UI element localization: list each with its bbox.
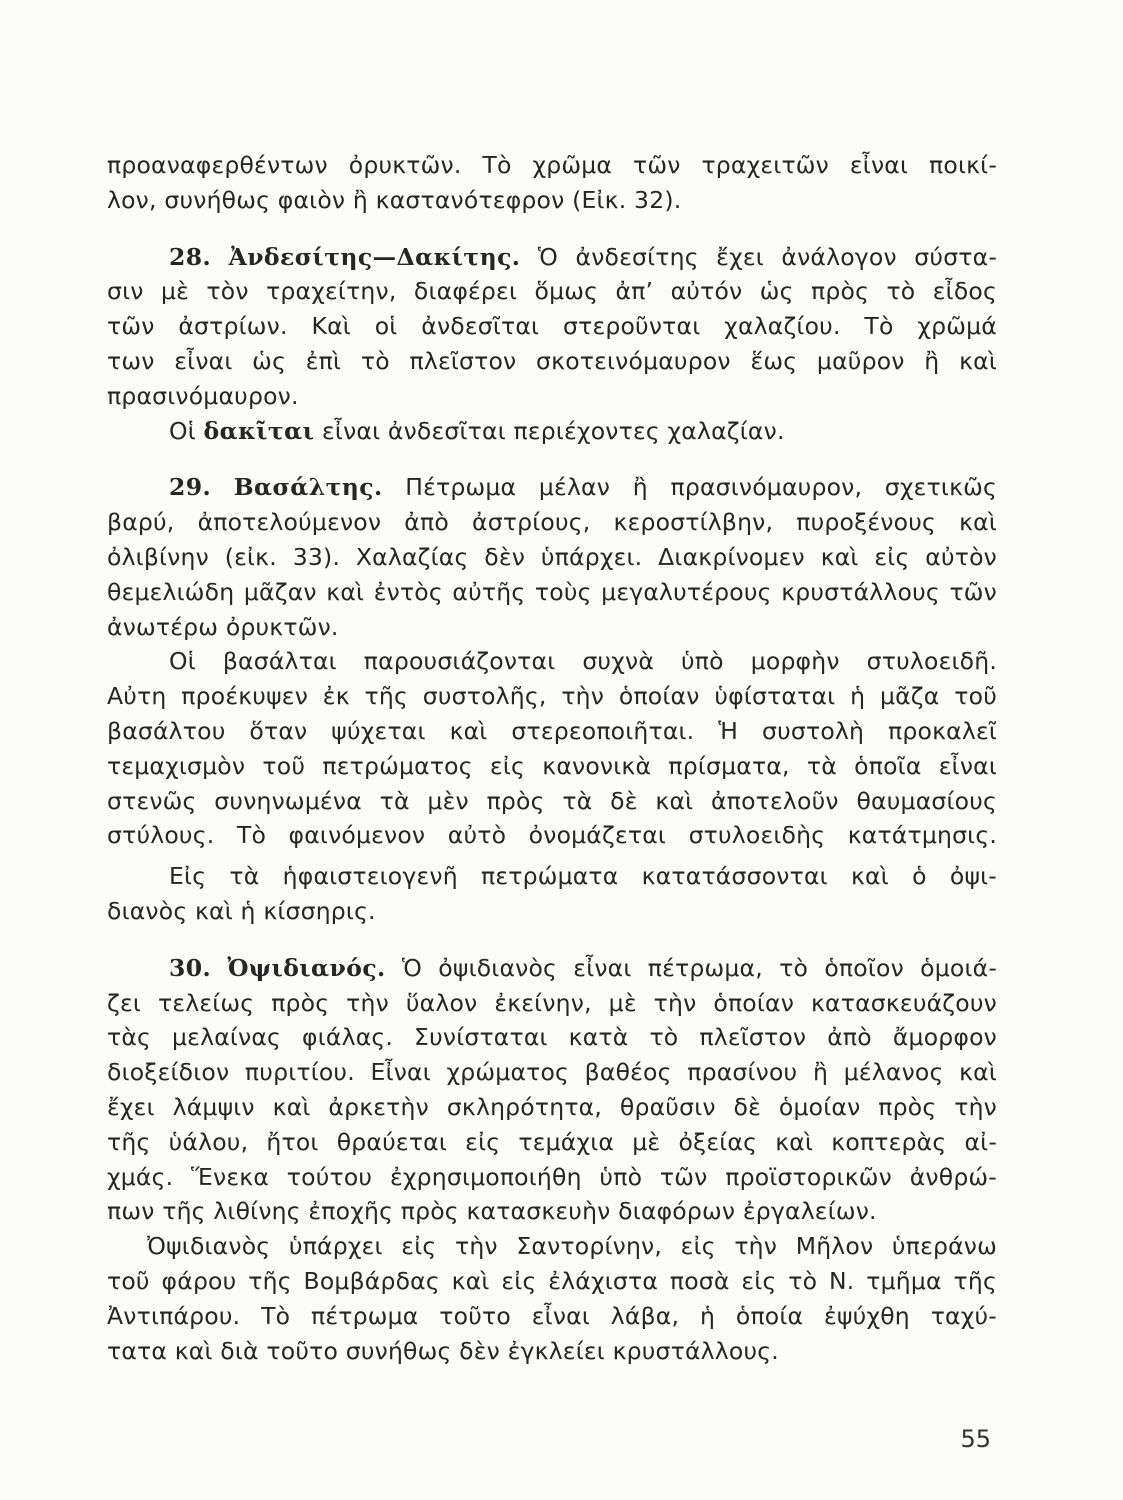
text-line: ἀνωτέρω ὀρυκτῶν. [107,612,339,641]
text-line: διοξείδιον πυριτίου. Εἶναι χρώματος βαθέος πρασίνου ἢ μέλανος καὶ [107,1058,997,1087]
page-number: 55 [960,1425,991,1453]
text-line: προαναφερθέντων ὀρυκτῶν. Τὸ χρῶμα τῶν τραχειτῶν εἶναι ποικί- [107,151,997,179]
text-fragment: Ὁ ἀνδεσίτης ἔχει ἀνάλογον σύστα- [537,242,998,271]
section-28-first-line [107,240,997,275]
text-line [107,414,997,449]
text-fragment: εἶναι ἀνδεσῖται περιέχοντες χαλαζίαν. [322,416,785,445]
text-line: τατα καὶ διὰ τοῦτο συνήθως δὲν ἐγκλείει κρυστάλλους. [107,1336,779,1365]
section-30-heading: Ὀψιδιανός. [227,953,386,982]
text-line: σιν μὲ τὸν τραχείτην, διαφέρει ὅμως ἀπ’ αὐτόν ὡς πρὸς τὸ εἶδος [107,277,997,306]
section-gap [107,929,997,951]
text-line: πρασινόμαυρον. [107,381,299,410]
section-28-number: 28. [169,242,212,271]
text-line: Εἰς τὰ ἡφαιστειογενῆ πετρώματα κατατάσσονται καὶ ὁ ὀψι- [169,862,997,891]
text-line: τὰς μελαίνας φιάλας. Συνίσταται κατὰ τὸ πλεῖστον ἀπὸ ἄμορφον [107,1023,997,1052]
section-28-heading: Ἀνδεσίτης—Δακίτης. [228,242,521,271]
section-29-number: 29. [169,473,212,502]
term-dakites: δακῖται [203,416,315,445]
section-gap [107,448,997,470]
text-line: στύλους. Τὸ φαινόμενον αὐτὸ ὀνομάζεται στυλοειδὴς κατάτμησις. [107,821,997,850]
text-line: τῆς ὑάλου, ἤτοι θραύεται εἰς τεμάχια μὲ ὀξείας καὶ κοπτερὰς αἰ- [107,1127,997,1156]
text-fragment: Οἱ [169,416,196,445]
text-line: πων τῆς λιθίνης ἐποχῆς πρὸς κατασκευὴν διαφόρων ἐργαλείων. [107,1197,877,1226]
text-line: τῶν ἀστρίων. Καὶ οἱ ἀνδεσῖται στεροῦνται χαλαζίου. Τὸ χρῶμά [107,312,997,341]
text-line: Ἀντιπάρου. Τὸ πέτρωμα τοῦτο εἶναι λάβα, ἡ ὁποία ἐψύχθη ταχύ- [107,1301,997,1330]
text-line: των εἶναι ὡς ἐπὶ τὸ πλεῖστον σκοτεινόμαυρον ἕως μαῦρον ἢ καὶ [107,346,997,375]
section-30-number: 30. [169,953,212,982]
text-line: τοῦ φάρου τῆς Βομβάρδας καὶ εἰς ἐλάχιστα ποσὰ εἰς τὸ Ν. τμῆμα τῆς [107,1266,997,1295]
section-29-first-line [107,470,997,505]
text-line: Αὐτη προέκυψεν ἐκ τῆς συστολῆς, τὴν ὁποίαν ὑφίσταται ἡ μᾶζα τοῦ [107,682,997,711]
text-fragment: Ὁ ὀψιδιανὸς εἶναι πέτρωμα, τὸ ὁποῖον ὁμοιά- [401,953,997,982]
text-line: βασάλτου ὅταν ψύχεται καὶ στερεοποιῆται. Ἡ συστολὴ προκαλεῖ [107,716,997,745]
text-line: ζει τελείως πρὸς τὴν ὕαλον ἐκείνην, μὲ τὴν ὁποίαν κατασκευάζουν [107,988,997,1017]
text-line: τεμαχισμὸν τοῦ πετρώματος εἰς κανονικὰ πρίσματα, τὰ ὁποῖα εἶναι [107,751,997,780]
text-line: Ὀψιδιανὸς ὑπάρχει εἰς τὴν Σαντορίνην, εἰς τὴν Μῆλον ὑπεράνω [147,1232,997,1261]
section-30-first-line [107,951,997,986]
text-line: ἔχει λάμψιν καὶ ἀρκετὴν σκληρότητα, θραῦσιν δὲ ὁμοίαν πρὸς τὴν [107,1092,997,1121]
page-body [107,148,997,1368]
text-fragment: Πέτρωμα μέλαν ἢ πρασινόμαυρον, σχετικῶς [405,473,997,502]
section-29-heading: Βασάλτης. [233,473,383,502]
section-gap [107,218,997,240]
text-line: βαρύ, ἀποτελούμενον ἀπὸ ἀστρίους, κεροστίλβην, πυροξένους καὶ [107,508,997,537]
text-line: διανὸς καὶ ἡ κίσσηρις. [107,896,376,925]
text-line: θεμελιώδη μᾶζαν καὶ ἐντὸς αὐτῆς τοὺς μεγαλυτέρους κρυστάλλους τῶν [107,577,997,606]
text-line: χμάς. Ἕνεκα τούτου ἐχρησιμοποιήθη ὑπὸ τῶν προϊστορικῶν ἀνθρώ- [107,1162,997,1191]
text-line: στενῶς συνηνωμένα τὰ μὲν πρὸς τὰ δὲ καὶ ἀποτελοῦν θαυμασίους [107,786,997,815]
text-line: ὀλιβίνην (εἰκ. 33). Χαλαζίας δὲν ὑπάρχει. Διακρίνομεν καὶ εἰς αὐτὸν [107,542,997,571]
text-line: Οἱ βασάλται παρουσιάζονται συχνὰ ὑπὸ μορφὴν στυλοειδῆ. [169,647,997,676]
text-line: λον, συνήθως φαιὸν ἢ καστανότεφρον (Εἰκ. 32). [107,185,682,214]
